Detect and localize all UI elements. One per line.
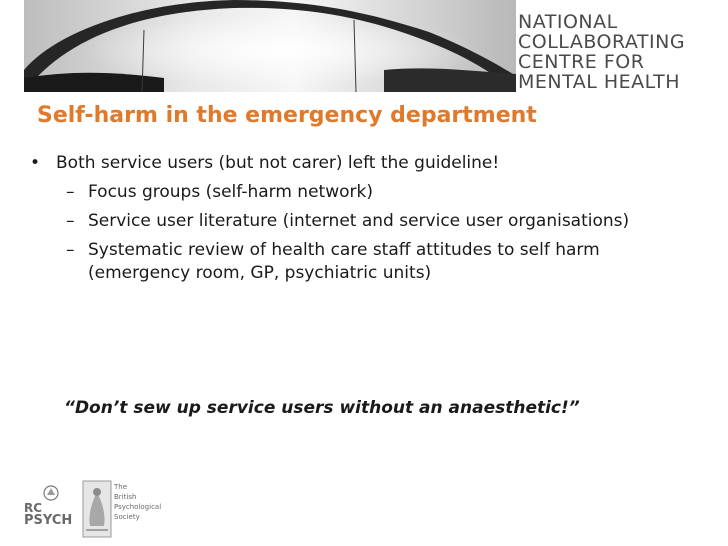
- dash-icon: –: [66, 240, 75, 260]
- logo-line: COLLABORATING: [518, 31, 686, 53]
- bridge-arch-image: [24, 0, 516, 92]
- service-user-quote: “Don’t sew up service users without an anaesthetic!”: [64, 398, 580, 418]
- logo-line: MENTAL HEALTH: [518, 71, 681, 93]
- bps-line: The: [114, 483, 128, 491]
- logo-line: CENTRE FOR: [518, 51, 645, 73]
- sub-bullet-text: Service user literature (internet and service user organisations): [88, 211, 630, 231]
- bps-line: Society: [114, 513, 140, 521]
- sub-bullet-text: Focus groups (self-harm network): [88, 182, 373, 202]
- crest-icon: [42, 484, 60, 502]
- bps-logo-text: [114, 482, 161, 522]
- rcpsych-text: RC: [24, 501, 43, 515]
- sub-bullet: [0, 181, 700, 204]
- dash-icon: –: [66, 211, 75, 231]
- footer-logos: [20, 476, 180, 542]
- sub-bullet: [0, 210, 700, 233]
- rcpsych-text: PSYCH: [24, 513, 73, 528]
- sub-bullet: [0, 239, 700, 285]
- bps-line: Psychological: [114, 503, 162, 511]
- bps-line: British: [114, 493, 137, 501]
- rcpsych-logo: [20, 484, 82, 538]
- dash-icon: –: [66, 182, 75, 202]
- banner-photo: [24, 0, 516, 92]
- header-banner: [0, 0, 728, 92]
- ncc-mh-logo: [518, 12, 718, 92]
- sub-bullet-text: Systematic review of health care staff attitudes to self harm (emergency room, GP, psychiatric units): [88, 240, 600, 283]
- slide-title: Self-harm in the emergency department: [37, 103, 537, 128]
- slide-content: [0, 152, 700, 291]
- logo-line: NATIONAL: [518, 11, 618, 33]
- bullet-level1: [0, 152, 700, 175]
- bps-emblem-icon: [82, 480, 112, 538]
- bullet-text: Both service users (but not carer) left the guideline!: [56, 153, 500, 173]
- bullet-dot-icon: •: [30, 153, 41, 173]
